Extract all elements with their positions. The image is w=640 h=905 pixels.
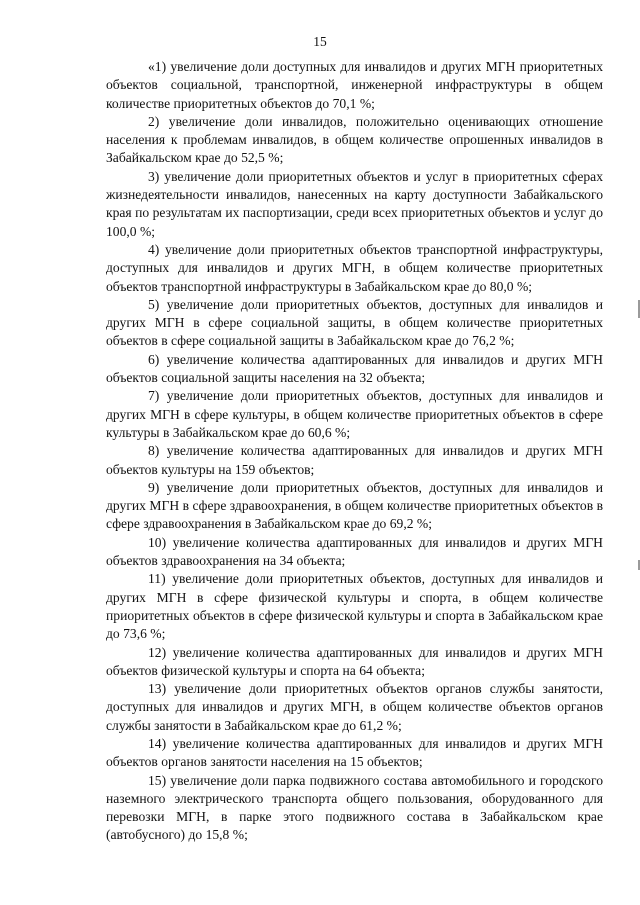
list-item: 10) увеличение количества адаптированных для инвалидов и других МГН объектов здравоохранения на 34 объекта;: [106, 534, 603, 569]
document-body: [106, 58, 603, 845]
list-item: 12) увеличение количества адаптированных для инвалидов и других МГН объектов физической культуры и спорта на 64 объекта;: [106, 644, 603, 678]
list-item: 3) увеличение доли приоритетных объектов и услуг в приоритетных сферах жизнедеятельности инвалидов, нанесенных на карту доступности Забайкальского края по результатам их паспортизации, среди всех приоритетных объектов и услуг до 100,0 %;: [106, 168, 603, 239]
list-item: 14) увеличение количества адаптированных для инвалидов и других МГН объектов органов занятости населения на 15 объектов;: [106, 735, 603, 770]
list-item: 2) увеличение доли инвалидов, положительно оценивающих отношение населения к проблемам инвалидов, в общем количестве опрошенных инвалидов в Забайкальском крае до 52,5 %;: [106, 113, 603, 166]
list-item: 4) увеличение доли приоритетных объектов транспортной инфраструктуры, доступных для инвалидов и других МГН, в общем количестве приоритетных объектов транспортной инфраструктуры в Забайкальском крае до 80,0 %;: [106, 241, 603, 294]
list-item: 11) увеличение доли приоритетных объектов, доступных для инвалидов и других МГН в сфере физической культуры и спорта, в общем количестве приоритетных объектов в сфере физической культуры и спорта в Забайкальском крае до 73,6 %;: [106, 571, 603, 642]
list-item: 9) увеличение доли приоритетных объектов, доступных для инвалидов и других МГН в сфере здравоохранения, в общем количестве приоритетных объектов в сфере здравоохранения в Забайкальском крае до 69,2 %;: [106, 479, 603, 532]
list-item: 13) увеличение доли приоритетных объектов органов службы занятости, доступных для инвалидов и других МГН, в общем количестве объектов органов службы занятости в Забайкальском крае до 61,2 %;: [106, 681, 603, 733]
list-item: 8) увеличение количества адаптированных для инвалидов и других МГН объектов культуры на 159 объектов;: [106, 443, 603, 477]
list-item: 5) увеличение доли приоритетных объектов, доступных для инвалидов и других МГН в сфере социальной защиты, в общем количестве приоритетных объектов в сфере социальной защиты в Забайкальском крае до 76,2 %;: [106, 296, 603, 349]
page-number: 15: [313, 34, 327, 49]
list-item: «1) увеличение доли доступных для инвалидов и других МГН приоритетных объектов социальной, транспортной, инженерной инфраструктуры в общем количестве приоритетных объектов до 70,1 %;: [106, 59, 603, 111]
list-item: 7) увеличение доли приоритетных объектов, доступных для инвалидов и других МГН в сфере культуры, в общем количестве приоритетных объектов в сфере культуры в Забайкальском крае до 60,6 %;: [106, 388, 603, 440]
list-item: 15) увеличение доли парка подвижного состава автомобильного и городского наземного электрического транспорта общего пользования, оборудованного для перевозки МГН, в парке этого подвижного состава в Забайкальском крае (автобусного) до 15,8 %;: [106, 772, 603, 843]
list-item: 6) увеличение количества адаптированных для инвалидов и других МГН объектов социальной защиты населения на 32 объекта;: [106, 351, 603, 386]
